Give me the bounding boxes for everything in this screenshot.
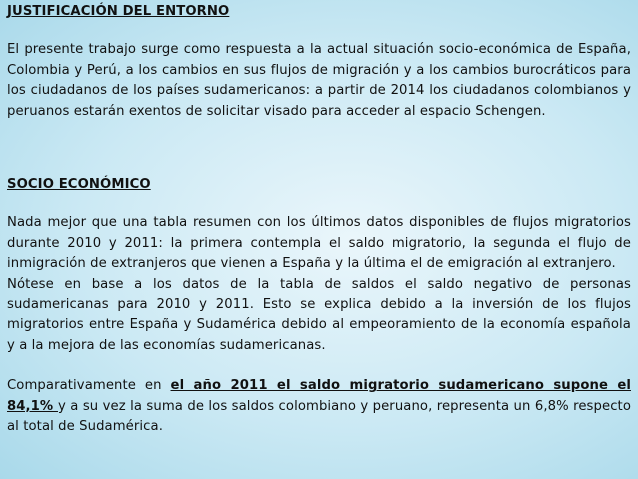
section-socio-economico	[7, 175, 631, 437]
paragraph-tabla-resumen: Nada mejor que una tabla resumen con los últimos datos disponibles de flujos migratorios durante 2010 y 2011: la primera contempla el saldo migratorio, la segunda el flujo de inmigración de extranjeros que vienen a España y la última el de emigración al extranjero.	[7, 215, 631, 272]
section-justificacion	[7, 2, 631, 122]
comparativa-emphasis: el año 2011 el saldo migratorio sudamericano supone el 84,1%	[7, 378, 631, 414]
section-heading-socio-economico: SOCIO ECONÓMICO	[7, 177, 151, 192]
paragraph-comparativa	[7, 376, 631, 437]
paragraph-justificacion: El presente trabajo surge como respuesta a la actual situación socio-económica de España, Colombia y Perú, a los cambios en sus flujos de migración y a los cambios burocráticos para los ciudadanos de los países sudamericanos: a partir de 2014 los ciudadanos colombianos y peruanos estarán exentos de solicitar visado para acceder al espacio Schengen.	[7, 42, 631, 119]
comparativa-end: y a su vez la suma de los saldos colombiano y peruano, representa un 6,8% respecto al total de Sudamérica.	[7, 398, 631, 435]
paragraph-saldos: Nótese en base a los datos de la tabla de saldos el saldo negativo de personas sudamericanas para 2010 y 2011. Esto se explica debido a la inversión de los flujos migratorios entre España y Sudamérica debido al empeoramiento de la economía española y a la mejora de las economías sudamericanas.	[7, 276, 631, 353]
section-heading-justificacion: JUSTIFICACIÓN DEL ENTORNO	[7, 4, 230, 19]
comparativa-start: Comparativamente en	[7, 378, 171, 394]
